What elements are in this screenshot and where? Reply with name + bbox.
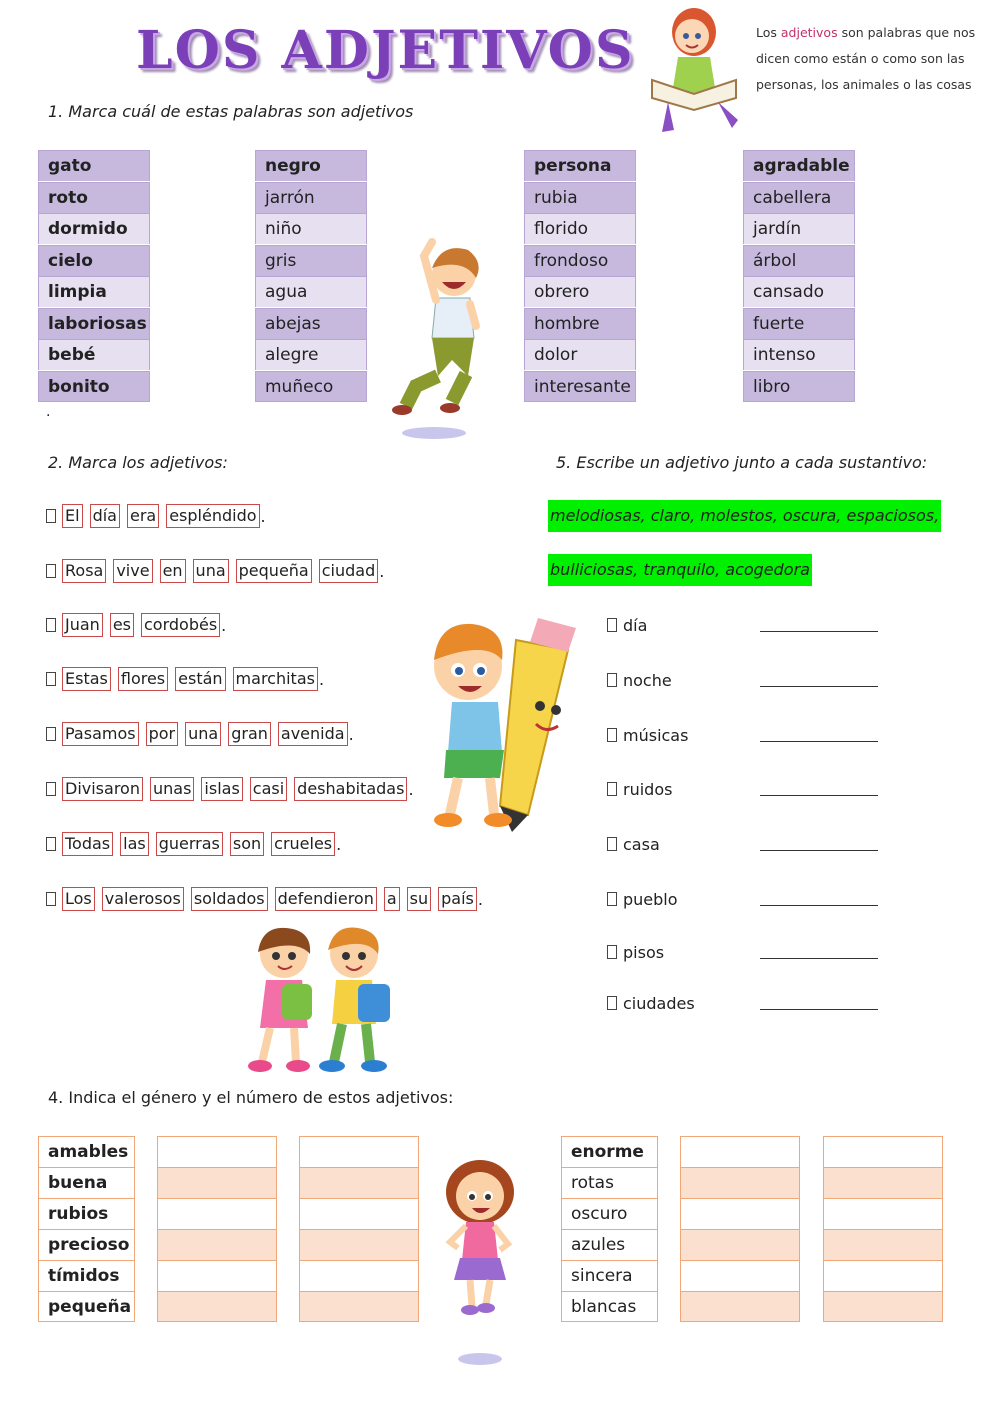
word-box[interactable]: islas <box>201 777 242 801</box>
noun-label: ciudades <box>623 993 695 1013</box>
sentence-end: . <box>477 889 483 909</box>
word-cell[interactable]: roto <box>38 182 150 213</box>
answer-cell[interactable] <box>157 1198 277 1229</box>
word-box[interactable]: cordobés <box>141 613 220 637</box>
stray-dot: . <box>46 404 51 420</box>
answer-line[interactable] <box>760 958 878 959</box>
answer-line[interactable] <box>760 905 878 906</box>
word-cell[interactable]: gris <box>255 245 367 276</box>
sentence-end: . <box>260 506 266 526</box>
word-box[interactable]: son <box>230 832 264 856</box>
word-cell[interactable]: persona <box>524 150 636 181</box>
adjective-cell: amables <box>38 1136 135 1167</box>
sentence-3 <box>46 610 226 640</box>
noun-row <box>607 991 887 1015</box>
adjective-cell: sincera <box>561 1260 658 1291</box>
checkbox-icon[interactable] <box>46 509 56 523</box>
word-cell[interactable]: muñeco <box>255 371 367 402</box>
answer-line[interactable] <box>760 631 878 632</box>
word-box[interactable]: pequeña <box>236 559 312 583</box>
noun-label: día <box>623 615 648 635</box>
number-column-left <box>299 1136 419 1322</box>
answer-line[interactable] <box>760 1009 878 1010</box>
noun-row <box>607 887 887 911</box>
sentence-end: . <box>318 669 325 689</box>
word-cell[interactable]: frondoso <box>524 245 636 276</box>
word-box[interactable]: están <box>175 667 225 691</box>
answer-cell[interactable] <box>299 1198 419 1229</box>
answer-cell[interactable] <box>823 1198 943 1229</box>
sentence-end: . <box>336 834 342 854</box>
word-cell[interactable]: obrero <box>524 276 636 307</box>
adjective-cell: oscuro <box>561 1198 658 1229</box>
word-cell[interactable]: agua <box>255 276 367 307</box>
adjective-cell: blancas <box>561 1291 658 1322</box>
answer-line[interactable] <box>760 741 878 742</box>
word-box[interactable]: una <box>185 722 221 746</box>
word-column-4 <box>743 150 855 402</box>
word-box[interactable]: flores <box>118 667 168 691</box>
sentence-2 <box>46 556 384 586</box>
noun-label: ruidos <box>623 779 673 799</box>
checkbox-icon <box>607 892 617 906</box>
answer-cell[interactable] <box>680 1198 800 1229</box>
word-box[interactable]: marchitas <box>233 667 318 691</box>
adjective-cell: tímidos <box>38 1260 135 1291</box>
sentence-end: . <box>408 779 414 799</box>
page-title: LOS ADJETIVOS <box>136 20 635 81</box>
word-box[interactable]: avenida <box>278 722 348 746</box>
checkbox-icon[interactable] <box>46 618 56 632</box>
noun-row <box>607 777 887 801</box>
checkbox-icon[interactable] <box>46 892 56 906</box>
answer-cell[interactable] <box>299 1260 419 1291</box>
word-column-2 <box>255 150 367 402</box>
word-cell[interactable]: hombre <box>524 308 636 339</box>
checkbox-icon[interactable] <box>46 782 56 796</box>
word-box[interactable]: Pasamos <box>62 722 139 746</box>
noun-label: pisos <box>623 942 665 962</box>
answer-cell[interactable] <box>823 1136 943 1167</box>
sentence-5 <box>46 719 354 749</box>
girl-reading-illustration <box>632 2 752 134</box>
answer-cell[interactable] <box>157 1167 277 1198</box>
noun-row <box>607 613 887 637</box>
word-cell[interactable]: rubia <box>524 182 636 213</box>
kids-with-backpacks-illustration <box>236 924 412 1079</box>
answer-cell[interactable] <box>299 1167 419 1198</box>
word-bank-line-1: melodiosas, claro, molestos, oscura, espaciosos, <box>548 500 941 532</box>
adjective-column-left <box>38 1136 135 1322</box>
word-box[interactable]: El <box>62 504 83 528</box>
word-box[interactable]: a <box>384 887 400 911</box>
sentence-1 <box>46 501 266 531</box>
word-box[interactable]: deshabitadas <box>294 777 407 801</box>
word-bank-line-2: bulliciosas, tranquilo, acogedora <box>548 554 812 586</box>
word-box[interactable]: soldados <box>191 887 268 911</box>
word-box[interactable]: Divisaron <box>62 777 143 801</box>
answer-cell[interactable] <box>157 1229 277 1260</box>
adjective-column-right <box>561 1136 658 1322</box>
gender-column-left <box>157 1136 277 1322</box>
word-cell[interactable]: fuerte <box>743 308 855 339</box>
word-box[interactable]: Estas <box>62 667 111 691</box>
answer-cell[interactable] <box>299 1136 419 1167</box>
checkbox-icon <box>607 673 617 687</box>
word-cell[interactable]: interesante <box>524 371 636 402</box>
gender-column-right <box>680 1136 800 1322</box>
section4-heading: 4. Indica el género y el número de estos adjetivos: <box>48 1088 454 1107</box>
word-box[interactable]: las <box>120 832 149 856</box>
adjective-cell: buena <box>38 1167 135 1198</box>
word-cell[interactable]: árbol <box>743 245 855 276</box>
noun-label: pueblo <box>623 889 678 909</box>
word-box[interactable]: Los <box>62 887 95 911</box>
word-cell[interactable]: niño <box>255 213 367 244</box>
word-box[interactable]: día <box>90 504 120 528</box>
noun-row <box>607 940 887 964</box>
checkbox-icon[interactable] <box>46 727 56 741</box>
answer-line[interactable] <box>760 795 878 796</box>
word-cell[interactable]: libro <box>743 371 855 402</box>
intro-text <box>756 20 986 98</box>
checkbox-icon[interactable] <box>46 837 56 851</box>
section2-heading: 2. Marca los adjetivos: <box>48 453 228 472</box>
word-box[interactable]: gran <box>228 722 271 746</box>
noun-row <box>607 832 887 856</box>
checkbox-icon <box>607 996 617 1010</box>
checkbox-icon[interactable] <box>46 672 56 686</box>
number-column-right <box>823 1136 943 1322</box>
word-column-3 <box>524 150 636 402</box>
word-column-1 <box>38 150 150 402</box>
word-cell[interactable]: gato <box>38 150 150 181</box>
noun-label: casa <box>623 834 660 854</box>
answer-cell[interactable] <box>680 1136 800 1167</box>
word-cell[interactable]: abejas <box>255 308 367 339</box>
boy-with-pencil-illustration <box>428 610 588 835</box>
word-box[interactable]: Rosa <box>62 559 106 583</box>
answer-cell[interactable] <box>157 1136 277 1167</box>
sentence-7 <box>46 829 341 859</box>
word-box[interactable]: Juan <box>62 613 103 637</box>
sentence-end: . <box>379 561 385 581</box>
noun-row <box>607 668 887 692</box>
word-box[interactable]: vive <box>113 559 152 583</box>
jumping-girl-illustration <box>436 1156 526 1368</box>
answer-cell[interactable] <box>823 1260 943 1291</box>
answer-cell[interactable] <box>157 1291 277 1322</box>
section5-heading: 5. Escribe un adjetivo junto a cada sustantivo: <box>556 453 928 472</box>
answer-cell[interactable] <box>823 1167 943 1198</box>
word-box[interactable]: guerras <box>156 832 223 856</box>
adjective-cell: precioso <box>38 1229 135 1260</box>
sentence-6 <box>46 774 414 804</box>
jumping-boy-illustration <box>392 226 492 441</box>
adjective-cell: azules <box>561 1229 658 1260</box>
word-box[interactable]: es <box>110 613 134 637</box>
intro-after: son palabras que nos dicen como están o como son las personas, los animales o las cosas <box>756 25 976 92</box>
word-box[interactable]: defendieron <box>275 887 377 911</box>
word-cell[interactable]: bonito <box>38 371 150 402</box>
word-cell[interactable]: cielo <box>38 245 150 276</box>
answer-cell[interactable] <box>823 1229 943 1260</box>
answer-line[interactable] <box>760 686 878 687</box>
word-box[interactable]: una <box>193 559 229 583</box>
answer-cell[interactable] <box>680 1229 800 1260</box>
checkbox-icon[interactable] <box>46 564 56 578</box>
adjective-cell: enorme <box>561 1136 658 1167</box>
word-cell[interactable]: cansado <box>743 276 855 307</box>
word-cell[interactable]: dolor <box>524 339 636 370</box>
word-box[interactable]: ciudad <box>319 559 379 583</box>
adjective-cell: rubios <box>38 1198 135 1229</box>
checkbox-icon <box>607 837 617 851</box>
word-cell[interactable]: agradable <box>743 150 855 181</box>
word-cell[interactable]: jardín <box>743 213 855 244</box>
adjective-cell: pequeña <box>38 1291 135 1322</box>
noun-label: músicas <box>623 725 689 745</box>
word-box[interactable]: crueles <box>271 832 335 856</box>
answer-cell[interactable] <box>680 1167 800 1198</box>
word-box[interactable]: era <box>127 504 159 528</box>
answer-cell[interactable] <box>299 1229 419 1260</box>
word-cell[interactable]: negro <box>255 150 367 181</box>
word-cell[interactable]: dormido <box>38 213 150 244</box>
sentence-end: . <box>348 724 354 744</box>
word-cell[interactable]: jarrón <box>255 182 367 213</box>
word-box[interactable]: espléndido <box>166 504 259 528</box>
word-cell[interactable]: limpia <box>38 276 150 307</box>
intro-before: Los <box>756 25 781 40</box>
section1-heading: 1. Marca cuál de estas palabras son adjetivos <box>48 102 414 121</box>
word-box[interactable]: casi <box>250 777 287 801</box>
sentence-4 <box>46 664 324 694</box>
word-cell[interactable]: florido <box>524 213 636 244</box>
answer-cell[interactable] <box>299 1291 419 1322</box>
word-cell[interactable]: cabellera <box>743 182 855 213</box>
intro-highlight: adjetivos <box>780 25 838 40</box>
answer-line[interactable] <box>760 850 878 851</box>
word-box[interactable]: su <box>407 887 431 911</box>
word-cell[interactable]: laboriosas <box>38 308 150 339</box>
answer-cell[interactable] <box>680 1291 800 1322</box>
answer-cell[interactable] <box>680 1260 800 1291</box>
checkbox-icon <box>607 945 617 959</box>
word-cell[interactable]: intenso <box>743 339 855 370</box>
word-cell[interactable]: bebé <box>38 339 150 370</box>
answer-cell[interactable] <box>823 1291 943 1322</box>
word-box[interactable]: valerosos <box>102 887 184 911</box>
word-box[interactable]: por <box>146 722 179 746</box>
word-box[interactable]: Todas <box>62 832 113 856</box>
adjective-cell: rotas <box>561 1167 658 1198</box>
checkbox-icon <box>607 618 617 632</box>
sentence-end: . <box>221 615 227 635</box>
word-box[interactable]: país <box>438 887 477 911</box>
answer-cell[interactable] <box>157 1260 277 1291</box>
noun-label: noche <box>623 670 672 690</box>
noun-row <box>607 723 887 747</box>
sentence-8 <box>46 884 483 914</box>
word-box[interactable]: unas <box>150 777 194 801</box>
checkbox-icon <box>607 782 617 796</box>
word-cell[interactable]: alegre <box>255 339 367 370</box>
word-box[interactable]: en <box>160 559 186 583</box>
checkbox-icon <box>607 728 617 742</box>
